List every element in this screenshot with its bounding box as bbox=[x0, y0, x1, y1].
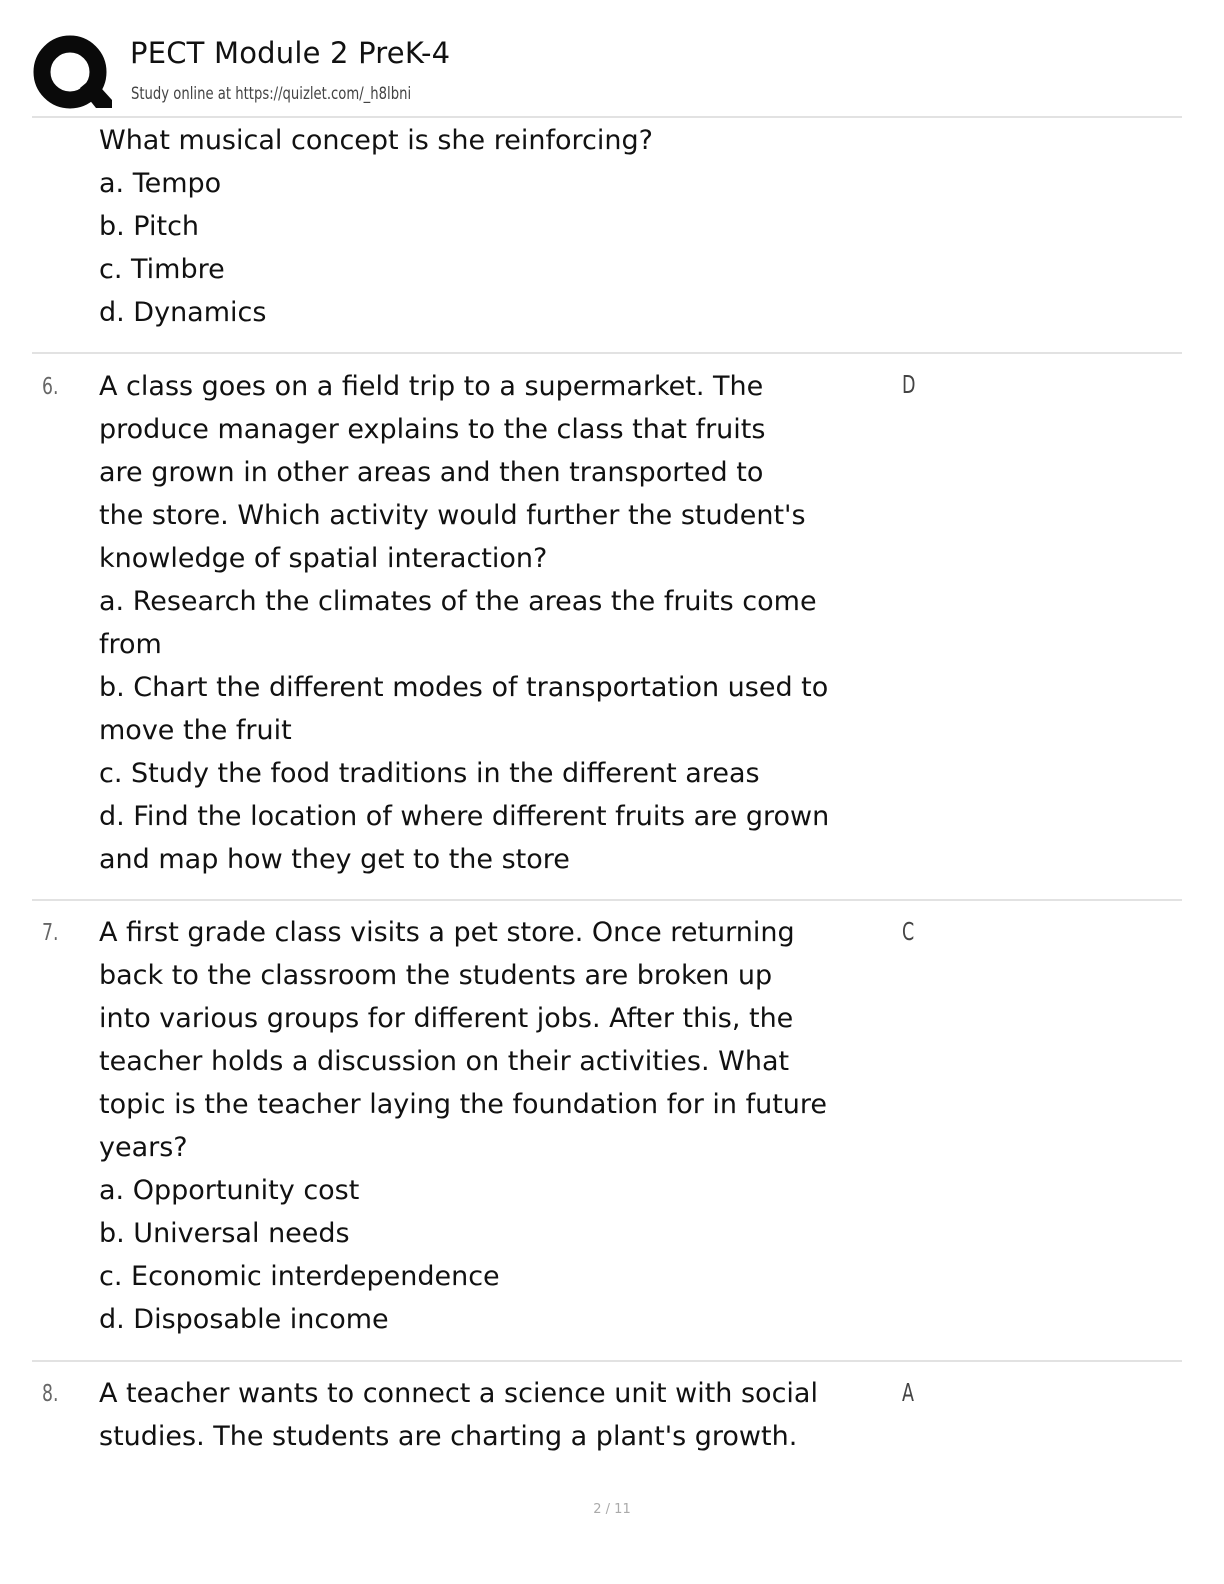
term-line: teacher holds a discussion on their activities. What bbox=[99, 1046, 790, 1077]
page-header bbox=[32, 30, 1182, 118]
term-line: studies. The students are charting a plant's growth. bbox=[99, 1421, 798, 1452]
flashcard-continued bbox=[32, 118, 1182, 354]
term-line: A first grade class visits a pet store. Once returning bbox=[99, 917, 795, 948]
card-answer: A bbox=[902, 1378, 914, 1407]
document-title: PECT Module 2 PreK-4 bbox=[130, 36, 451, 70]
flashcard-7 bbox=[32, 901, 1182, 1362]
term-line: are grown in other areas and then transported to bbox=[99, 457, 764, 488]
term-line: from bbox=[99, 629, 162, 660]
term-line: b. Chart the different modes of transportation used to bbox=[99, 672, 829, 703]
term-line: d. Find the location of where different fruits are grown bbox=[99, 801, 830, 832]
card-number: 8. bbox=[42, 1381, 59, 1407]
term-line: a. Opportunity cost bbox=[99, 1175, 360, 1206]
term-line: b. Universal needs bbox=[99, 1218, 350, 1249]
term-line: the store. Which activity would further the student's bbox=[99, 500, 806, 531]
term-line: knowledge of spatial interaction? bbox=[99, 543, 548, 574]
card-term bbox=[99, 119, 909, 334]
study-online-link[interactable]: Study online at https://quizlet.com/_h8lbni bbox=[131, 84, 412, 103]
term-line: years? bbox=[99, 1132, 188, 1163]
flashcard-8 bbox=[32, 1362, 1182, 1472]
page-number: 2 / 11 bbox=[593, 1502, 631, 1517]
card-term bbox=[99, 365, 909, 881]
term-line: b. Pitch bbox=[99, 211, 200, 242]
term-line: c. Economic interdependence bbox=[99, 1261, 500, 1292]
term-line: a. Research the climates of the areas the fruits come bbox=[99, 586, 817, 617]
term-line: What musical concept is she reinforcing? bbox=[99, 125, 653, 156]
flashcard-6 bbox=[32, 354, 1182, 901]
term-line: and map how they get to the store bbox=[99, 844, 570, 875]
term-line: d. Disposable income bbox=[99, 1304, 389, 1335]
term-line: move the fruit bbox=[99, 715, 292, 746]
term-line: A teacher wants to connect a science unit with social bbox=[99, 1378, 818, 1409]
term-line: c. Study the food traditions in the different areas bbox=[99, 758, 760, 789]
card-term bbox=[99, 911, 909, 1341]
card-number: 6. bbox=[42, 374, 59, 400]
term-line: produce manager explains to the class that fruits bbox=[99, 414, 766, 445]
term-line: topic is the teacher laying the foundation for in future bbox=[99, 1089, 828, 1120]
card-term bbox=[99, 1372, 909, 1458]
term-line: A class goes on a field trip to a supermarket. The bbox=[99, 371, 764, 402]
card-answer: C bbox=[902, 917, 915, 946]
term-line: d. Dynamics bbox=[99, 297, 267, 328]
term-line: into various groups for different jobs. After this, the bbox=[99, 1003, 794, 1034]
quizlet-logo-icon bbox=[32, 34, 112, 114]
term-line: c. Timbre bbox=[99, 254, 225, 285]
term-line: back to the classroom the students are broken up bbox=[99, 960, 773, 991]
term-line: a. Tempo bbox=[99, 168, 222, 199]
card-answer: D bbox=[902, 370, 916, 399]
card-number: 7. bbox=[42, 920, 59, 946]
